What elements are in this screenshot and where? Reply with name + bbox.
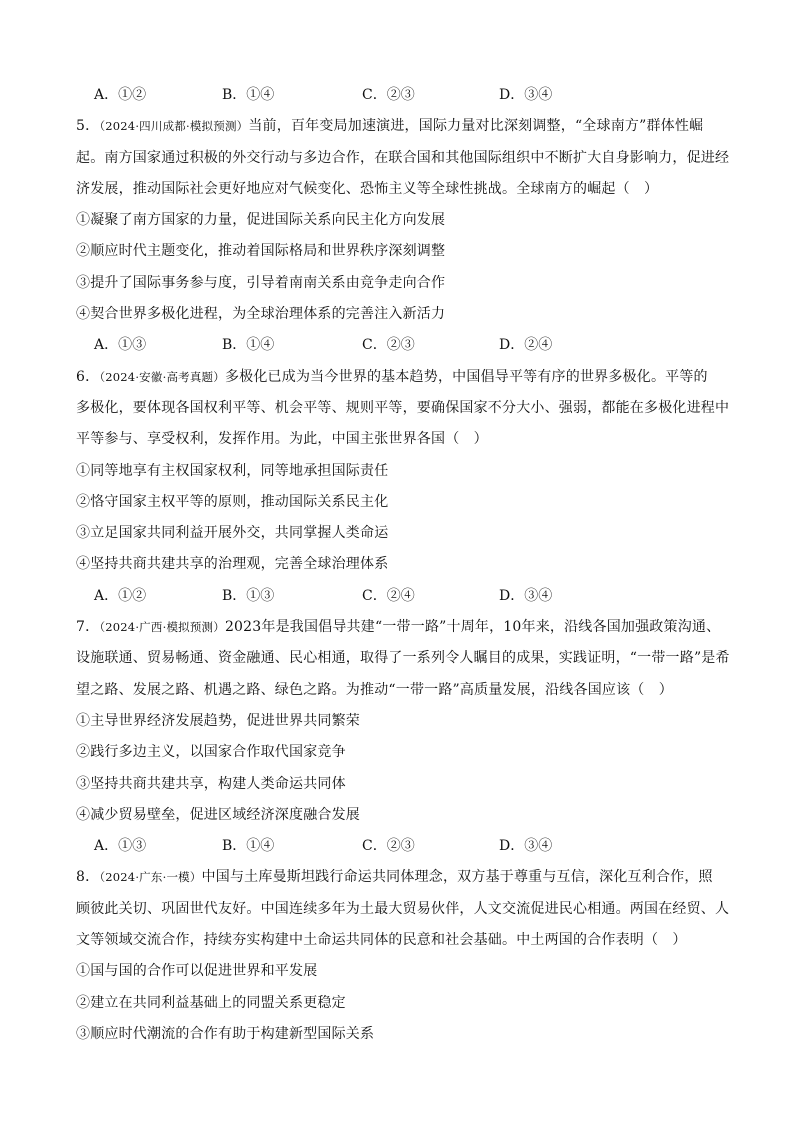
- question-stem-line: 设施联通、贸易畅通、资金融通、民心相通，取得了一系列令人瞩目的成果，实践证明，“一带一路”是希: [76, 650, 730, 667]
- choice-c: C．②④: [362, 587, 415, 604]
- statement-option: ①凝聚了南方国家的力量，促进国际关系向民主化方向发展: [76, 212, 446, 229]
- question-text: 当前，百年变局加速演进，国际力量对比深刻调整，“全球南方”群体性崛: [248, 118, 704, 135]
- choice-b: B．①④: [222, 838, 275, 855]
- question-text: 2023年是我国倡导共建“一带一路”十周年，10年来，沿线各国加强政策沟通、: [224, 619, 721, 636]
- question-number: 7．: [76, 619, 100, 636]
- choice-c: C．②③: [362, 337, 415, 354]
- answer-choices: [76, 831, 726, 862]
- document-content: [76, 80, 730, 1050]
- question-number: 6．: [76, 368, 100, 385]
- question-stem-line: 多极化，要体现各国权利平等、机会平等、规则平等，要确保国家不分大小、强弱，都能在多极化进程中: [76, 399, 730, 416]
- choice-b: B．①④: [222, 337, 275, 354]
- statement-option: ①同等地享有主权国家权利，同等地承担国际责任: [76, 462, 389, 479]
- question-stem-line: 平等参与、享受权利，发挥作用。为此，中国主张世界各国（ ）: [76, 431, 488, 448]
- answer-choices: [76, 330, 726, 361]
- choice-c: C．②③: [362, 87, 415, 103]
- choice-a: A．①③: [94, 838, 147, 855]
- question-source: （2024·广西·模拟预测）: [99, 620, 225, 635]
- question-source: （2024·安徽·高考真题）: [99, 369, 225, 384]
- statement-option: ②恪守国家主权平等的原则，推动国际关系民主化: [76, 493, 389, 510]
- choice-d: D．②④: [499, 337, 553, 354]
- statement-option: ③立足国家共同利益开展外交，共同掌握人类命运: [76, 525, 389, 542]
- question-stem-line: [76, 612, 726, 643]
- statement-option: ④契合世界多极化进程，为全球治理体系的完善注入新活力: [76, 306, 446, 323]
- choice-d: D．③④: [499, 587, 553, 604]
- answer-choices: [76, 581, 726, 612]
- question-4-choices: [76, 80, 726, 111]
- choice-a: A．①②: [94, 587, 147, 604]
- statement-option: ①主导世界经济发展趋势，促进世界共同繁荣: [76, 712, 360, 729]
- statement-option: ③提升了国际事务参与度，引导着南南关系由竞争走向合作: [76, 274, 446, 291]
- statement-option: ③坚持共商共建共享，构建人类命运共同体: [76, 775, 346, 792]
- statement-option: ④减少贸易壁垒，促进区域经济深度融合发展: [76, 806, 360, 823]
- question-stem-line: 济发展，推动国际社会更好地应对气候变化、恐怖主义等全球性挑战。全球南方的崛起（ ）: [76, 180, 659, 197]
- question-stem-line: 文等领域交流合作，持续夯实构建中土命运共同体的民意和社会基础。中土两国的合作表明（ ）: [76, 932, 687, 949]
- question-source: （2024·广东·一模）: [99, 870, 202, 885]
- choice-d: D．③④: [499, 838, 553, 855]
- question-stem-line: [76, 362, 726, 393]
- statement-option: ①国与国的合作可以促进世界和平发展: [76, 963, 318, 980]
- statement-option: ④坚持共商共建共享的治理观，完善全球治理体系: [76, 556, 389, 573]
- question-stem-line: 起。南方国家通过积极的外交行动与多边合作，在联合国和其他国际组织中不断扩大自身影响力，促进经: [76, 149, 730, 166]
- question-number: 8．: [76, 869, 100, 886]
- choice-a: A．①③: [94, 337, 147, 354]
- choice-c: C．②③: [362, 838, 415, 855]
- question-text: 多极化已成为当今世界的基本趋势，中国倡导平等有序的世界多极化。平等的: [224, 368, 708, 385]
- question-8: [76, 862, 730, 1050]
- question-stem-line: [76, 111, 726, 142]
- question-7: [76, 612, 730, 862]
- statement-option: ②顺应时代主题变化，推动着国际格局和世界秩序深刻调整: [76, 243, 446, 260]
- choice-d: D．③④: [499, 87, 553, 103]
- question-stem-line: 顾彼此关切、巩固世代友好。中国连续多年为土最大贸易伙伴，人文交流促进民心相通。两国在经贸、人: [76, 900, 730, 917]
- question-number: 5．: [76, 118, 100, 135]
- statement-option: ③顺应时代潮流的合作有助于构建新型国际关系: [76, 1025, 375, 1042]
- question-5: [76, 111, 730, 361]
- choice-b: B．①④: [222, 87, 275, 103]
- question-stem-line: 望之路、发展之路、机遇之路、绿色之路。为推动“一带一路”高质量发展，沿线各国应该（ ）: [76, 681, 673, 698]
- statement-option: ②践行多边主义，以国家合作取代国家竞争: [76, 744, 346, 761]
- statement-option: ②建立在共同利益基础上的同盟关系更稳定: [76, 994, 346, 1011]
- question-6: [76, 362, 730, 612]
- question-stem-line: [76, 862, 726, 893]
- choice-a: A．①②: [94, 87, 147, 103]
- choice-b: B．①③: [222, 587, 275, 604]
- question-source: （2024·四川成都·模拟预测）: [99, 119, 249, 134]
- question-text: 中国与土库曼斯坦践行命运共同体理念，双方基于尊重与互信，深化互利合作，照: [201, 869, 713, 886]
